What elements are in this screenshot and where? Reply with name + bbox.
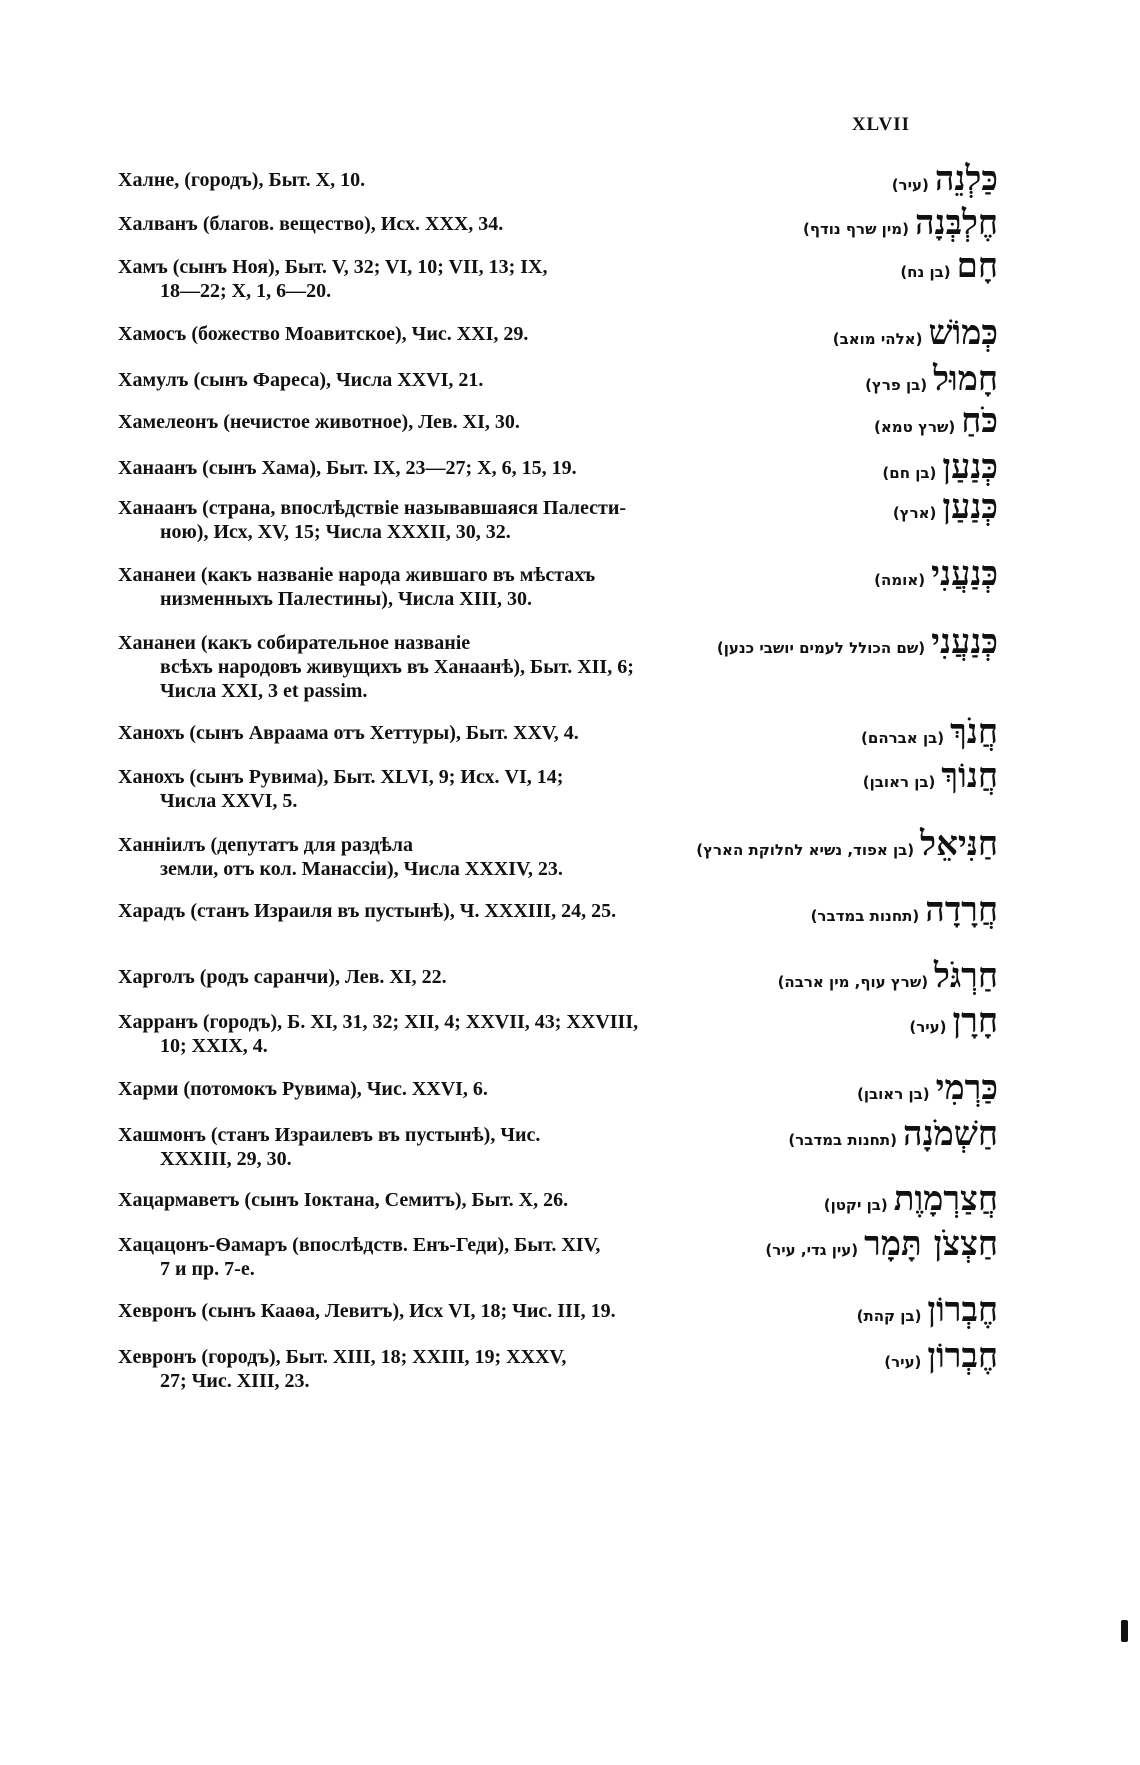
dictionary-entry — [118, 246, 998, 303]
entry-line: Ханніилъ (депутатъ для раздѣла — [118, 834, 413, 856]
hebrew-note: (עיר) — [891, 176, 929, 194]
hebrew-headword — [874, 555, 998, 593]
hebrew-word: כַּרְמִי — [935, 1068, 998, 1108]
entry-line: Хананеи (какъ названіе народа жившаго въ мѣстахъ — [118, 564, 596, 586]
entry-line: Числа XXI, 3 et passim. — [160, 680, 368, 702]
hebrew-note: (בן ראובן) — [862, 773, 936, 791]
dictionary-entry — [118, 712, 998, 752]
hebrew-headword — [788, 1115, 998, 1153]
dictionary-entry — [118, 554, 998, 611]
entry-description — [118, 765, 738, 813]
entry-description — [118, 212, 738, 236]
hebrew-headword — [892, 160, 998, 198]
hebrew-word: חֶלְבְּנָה — [914, 203, 998, 243]
entry-description — [118, 496, 738, 544]
entry-line: ною), Исх, XV, 15; Числа XXXII, 30, 32. — [160, 521, 511, 543]
hebrew-headword — [803, 204, 998, 242]
hebrew-note: (שרץ עוף, מין ארבה) — [777, 973, 929, 991]
dictionary-entry — [118, 1224, 998, 1281]
hebrew-word: חֲרָדָה — [925, 890, 998, 930]
hebrew-word: חָם — [956, 246, 998, 286]
hebrew-note: (בן יקטן) — [823, 1196, 888, 1214]
entry-description — [118, 1077, 738, 1101]
entry-description — [118, 255, 738, 303]
entry-description — [118, 368, 738, 392]
entry-line: земли, отъ кол. Манассіи), Числа XXXIV, 23. — [160, 858, 563, 880]
entry-line: Харголъ (родъ саранчи), Лев. XI, 22. — [118, 966, 447, 988]
dictionary-entry — [118, 313, 998, 353]
entry-line: Ханаанъ (страна, впослѣдствіе называвшаяся Палести- — [118, 497, 627, 519]
entry-description — [118, 456, 738, 480]
hebrew-word: כְּנַעַן — [942, 447, 998, 487]
entry-line: Хацацонъ-Ѳамаръ (впослѣдств. Енъ-Геди), Быт. XIV, — [118, 1234, 601, 1256]
entry-line: Хацармаветъ (сынъ Іоктана, Семитъ), Быт. X, 26. — [118, 1189, 569, 1211]
hebrew-note: (שרץ טמא) — [874, 418, 956, 436]
hebrew-note: (אלהי מואב) — [832, 330, 923, 348]
entry-line: Харми (потомокъ Рувима), Чис. XXVI, 6. — [118, 1078, 488, 1100]
entry-line: 10; XXIX, 4. — [160, 1035, 268, 1057]
entry-line: XXXIII, 29, 30. — [160, 1148, 292, 1170]
hebrew-headword — [717, 623, 998, 661]
hebrew-word: חֲצַרְמָוֶת — [893, 1179, 998, 1219]
entry-line: Харадъ (станъ Израиля въ пустынѣ), Ч. XXXIII, 24, 25. — [118, 900, 617, 922]
entry-line: Харранъ (городъ), Б. XI, 31, 32; XII, 4; XXVII, 43; XXVIII, — [118, 1011, 639, 1033]
hebrew-headword — [882, 448, 998, 486]
entry-line: Ханаанъ (сынъ Хама), Быт. IX, 23—27; X, 6, 15, 19. — [118, 457, 577, 479]
dictionary-entry — [118, 447, 998, 487]
hebrew-headword — [833, 314, 998, 352]
hebrew-word: חָמוּל — [933, 359, 998, 399]
entry-line: Хананеи (какъ собирательное названіе — [118, 632, 471, 654]
hebrew-headword — [865, 360, 998, 398]
hebrew-word: כַּלְנֵה — [934, 159, 998, 199]
dictionary-entry — [118, 1336, 998, 1393]
hebrew-headword — [857, 1291, 998, 1329]
hebrew-word: כֹּחַ — [961, 401, 998, 441]
entry-line: Хамосъ (божество Моавитское), Чис. XXI, 29. — [118, 323, 529, 345]
page-number: XLVII — [851, 114, 910, 135]
entry-description — [118, 563, 738, 611]
entry-description — [118, 1299, 738, 1323]
hebrew-note: (עין גדי, עיר) — [765, 1241, 859, 1259]
entry-line: Хевронъ (сынъ Кааѳа, Левитъ), Исх VI, 18; Чис. III, 19. — [118, 1300, 616, 1322]
dictionary-entry — [118, 359, 998, 399]
hebrew-headword — [900, 247, 998, 285]
hebrew-note: (בן פרץ) — [865, 376, 928, 394]
hebrew-note: (בן ראובן) — [856, 1085, 930, 1103]
hebrew-headword — [874, 402, 998, 440]
hebrew-note: (ארץ) — [892, 504, 937, 522]
dictionary-entry — [118, 487, 998, 544]
dictionary-entry — [118, 622, 998, 703]
entry-line: Ханохъ (сынъ Авраама отъ Хеттуры), Быт. XXV, 4. — [118, 722, 579, 744]
entry-description — [118, 1345, 738, 1393]
hebrew-headword — [857, 1069, 998, 1107]
entry-line: 7 и пр. 7-е. — [160, 1258, 255, 1280]
hebrew-headword — [824, 1180, 998, 1218]
entry-line: Хамелеонъ (нечистое животное), Лев. XI, 30. — [118, 411, 520, 433]
entry-line: Хамулъ (сынъ Фареса), Числа XXVI, 21. — [118, 369, 484, 391]
hebrew-headword — [811, 891, 998, 929]
entry-line: Ханохъ (сынъ Рувима), Быт. XLVI, 9; Исх. VI, 14; — [118, 766, 564, 788]
dictionary-entry — [118, 1179, 998, 1219]
entry-description — [118, 1233, 738, 1281]
hebrew-word: חֶבְרוֹן — [927, 1336, 998, 1376]
hebrew-headword — [778, 957, 998, 995]
dictionary-entry — [118, 1114, 998, 1171]
hebrew-headword — [861, 713, 998, 751]
hebrew-headword — [893, 488, 998, 526]
entry-line: всѣхъ народовъ живущихъ въ Ханаанѣ), Быт. XII, 6; — [160, 656, 634, 678]
entry-description — [118, 721, 738, 745]
hebrew-headword — [884, 1337, 998, 1375]
entry-line: 27; Чис. XIII, 23. — [160, 1370, 310, 1392]
entry-line: Халне, (городъ), Быт. X, 10. — [118, 169, 366, 191]
entry-description — [118, 1123, 738, 1171]
hebrew-word: כְּנַעֲנִי — [931, 554, 998, 594]
entry-description — [118, 1010, 738, 1058]
entry-line: Хашмонъ (станъ Израилевъ въ пустынѣ), Чис. — [118, 1124, 541, 1146]
entry-description — [118, 899, 738, 923]
dictionary-entry — [118, 824, 998, 881]
entry-line: низменныхъ Палестины), Числа XIII, 30. — [160, 588, 533, 610]
dictionary-entry — [118, 1068, 998, 1108]
hebrew-word: חֲנֹךְ — [950, 712, 998, 752]
hebrew-note: (אומה) — [874, 571, 926, 589]
dictionary-entry — [118, 1001, 998, 1058]
hebrew-word: כְּמוֹשׁ — [928, 313, 998, 353]
hebrew-note: (מין שרף נודף) — [802, 220, 909, 238]
dictionary-entry — [118, 756, 998, 813]
ink-mark — [1121, 1620, 1128, 1642]
entry-line: Хевронъ (городъ), Быт. XIII, 18; XXIII, 19; XXXV, — [118, 1346, 567, 1368]
hebrew-note: (שם הכולל לעמים יושבי כנען) — [716, 639, 926, 657]
hebrew-word: חַרְגֹּל — [934, 956, 998, 996]
hebrew-word: חַשְׁמֹנָה — [903, 1114, 998, 1154]
hebrew-word: כְּנַעֲנִי — [931, 622, 998, 662]
entry-description — [118, 322, 738, 346]
hebrew-word: חֶבְרוֹן — [927, 1290, 998, 1330]
dictionary-entry — [118, 401, 998, 441]
hebrew-note: (תחנות במדבר) — [788, 1131, 898, 1149]
hebrew-word: חָרָן — [952, 1001, 998, 1041]
hebrew-word: כְּנַעַן — [942, 487, 998, 527]
entry-description — [118, 631, 738, 703]
hebrew-note: (עיר) — [884, 1353, 922, 1371]
dictionary-entry — [118, 203, 998, 243]
dictionary-entry — [118, 159, 998, 199]
dictionary-entry — [118, 890, 998, 930]
entry-description — [118, 965, 738, 989]
hebrew-note: (בן אפוד, נשיא לחלוקת הארץ) — [696, 841, 915, 859]
hebrew-word: חַנִּיאֵל — [920, 824, 998, 864]
hebrew-headword — [863, 757, 998, 795]
dictionary-entry — [118, 1290, 998, 1330]
hebrew-headword — [909, 1002, 998, 1040]
hebrew-word: חַצְצֹן תָּמָר — [864, 1224, 998, 1264]
hebrew-word: חֲנוֹךְ — [941, 756, 998, 796]
dictionary-entry — [118, 956, 998, 996]
hebrew-headword — [765, 1225, 998, 1263]
hebrew-note: (בן אברהם) — [861, 729, 945, 747]
entry-line: Халванъ (благов. вещество), Исх. XXX, 34. — [118, 213, 504, 235]
hebrew-headword — [696, 825, 998, 863]
hebrew-note: (בן נח) — [900, 263, 951, 281]
entry-description — [118, 410, 738, 434]
hebrew-note: (תחנות במדבר) — [810, 907, 920, 925]
entry-line: Числа XXVI, 5. — [160, 790, 298, 812]
hebrew-note: (בן קהת) — [856, 1307, 922, 1325]
entry-line: 18—22; X, 1, 6—20. — [160, 280, 332, 302]
hebrew-note: (בן חם) — [882, 464, 937, 482]
entry-description — [118, 833, 738, 881]
entry-description — [118, 1188, 738, 1212]
entry-description — [118, 168, 738, 192]
hebrew-note: (עיר) — [909, 1018, 947, 1036]
entry-line: Хамъ (сынъ Ноя), Быт. V, 32; VI, 10; VII, 13; IX, — [118, 256, 548, 278]
